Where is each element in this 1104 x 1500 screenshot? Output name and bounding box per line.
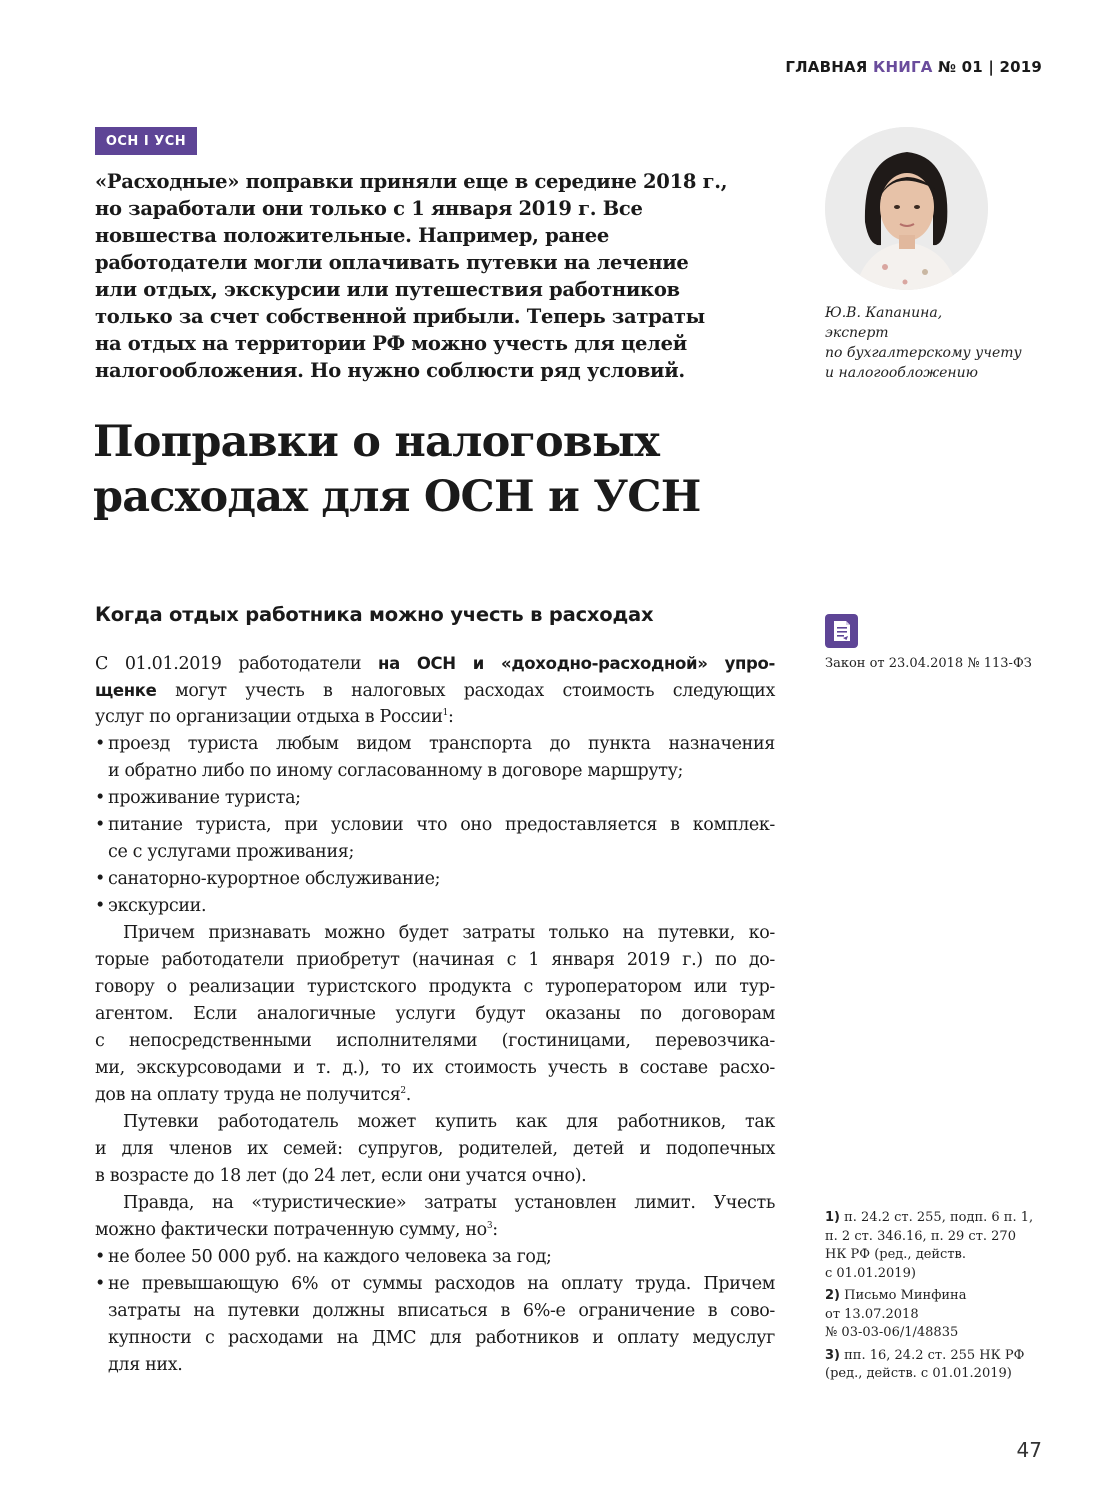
- masthead: [785, 58, 1042, 76]
- lead-line: работодатели могли оплачивать путевки на лечение: [95, 251, 689, 274]
- footnote-number: 2): [825, 1288, 840, 1303]
- body-line: говору о реализации туристского продукта с туроператором или тур-: [95, 977, 775, 997]
- lead-line: или отдых, экскурсии или путешествия работников: [95, 278, 680, 301]
- body-line: агентом. Если аналогичные услуги будут оказаны по договорам: [95, 1004, 775, 1024]
- body-line: Правда, на «туристические» затраты установлен лимит. Учесть: [123, 1193, 775, 1213]
- bullet-item: • экскурсии.: [95, 893, 775, 920]
- body-line: С 01.01.2019 работодатели на ОСН и «доходно-расходной» упро-: [95, 654, 775, 674]
- bullet-item: • санаторно-курортное обслуживание;: [95, 866, 775, 893]
- body-line: услуг по организации отдыха в России$^1$:: [95, 707, 454, 727]
- author-role-line: по бухгалтерскому учету: [825, 345, 1022, 361]
- author-caption: [825, 303, 1055, 383]
- bullet-item: • проезд туриста любым видом транспорта до пункта назначения: [95, 731, 775, 758]
- footnote-ref: 2: [400, 1086, 406, 1096]
- body-line: Причем признавать можно будет затраты только на путевки, ко-: [123, 923, 775, 943]
- issue-number: № 01 | 2019: [937, 58, 1042, 76]
- author-role-line: эксперт: [825, 325, 889, 341]
- magazine-name-part1: ГЛАВНАЯ: [785, 58, 868, 76]
- rubric-tag: ОСН I УСН: [95, 127, 197, 155]
- bullet-item: • не более 50 000 руб. на каждого человека за год;: [95, 1244, 775, 1271]
- body-line: с непосредственными исполнителями (гостиницами, перевозчика-: [95, 1031, 775, 1051]
- author-role-line: и налогообложению: [825, 365, 978, 381]
- lead-line: «Расходные» поправки приняли еще в середине 2018 г.,: [95, 170, 728, 193]
- bullet-continuation: и обратно либо по иному согласованному в договоре маршруту;: [108, 761, 684, 781]
- author-photo-illustration: [825, 127, 988, 290]
- body-line: можно фактически потраченную сумму, $но^3$:: [95, 1220, 498, 1240]
- footnote: 3) пп. 16, 24.2 ст. 255 НК РФ (ред., действ. с 01.01.2019): [825, 1347, 1025, 1381]
- lead-paragraph: [95, 168, 785, 384]
- law-reference: Закон от 23.04.2018 № 113-ФЗ: [825, 656, 1032, 671]
- bullet-item: • питание туриста, при условии что оно предоставляется в комплек-: [95, 812, 775, 839]
- footnote-number: 1): [825, 1210, 840, 1225]
- bullet-item: • проживание туриста;: [95, 785, 775, 812]
- footnote-ref: 3: [486, 1221, 493, 1231]
- body-line: в возрасте до 18 лет (до 24 лет, если они учатся очно).: [95, 1166, 587, 1186]
- title-line: Поправки о налоговых: [93, 417, 660, 467]
- page-number: 47: [1016, 1438, 1042, 1462]
- section-heading: Когда отдых работника можно учесть в расходах: [95, 603, 654, 626]
- footnote: 2) Письмо Минфина от 13.07.2018 № 03-03-06/1/48835: [825, 1288, 967, 1340]
- magazine-name-part2: КНИГА: [873, 58, 933, 76]
- article-body: [95, 650, 775, 1379]
- bold-phrase: щенке: [95, 681, 157, 700]
- bullet-item: • не превышающую 6% от суммы расходов на оплату труда. Причем: [95, 1271, 775, 1298]
- footnotes: [825, 1209, 1045, 1388]
- author-portrait: [825, 127, 988, 290]
- bullet-continuation: для них.: [108, 1355, 183, 1375]
- title-line: расходах для ОСН и УСН: [93, 472, 701, 522]
- body-line: и для членов их семей: супругов, родителей, детей и подопечных: [95, 1139, 775, 1159]
- author-name: Ю.В. Капанина,: [825, 305, 943, 321]
- lead-line: на отдых на территории РФ можно учесть для целей: [95, 332, 687, 355]
- lead-line: только за счет собственной прибыли. Теперь затраты: [95, 305, 705, 328]
- bold-phrase: на ОСН и «доходно-расходной» упро-: [378, 654, 775, 673]
- document-icon: [825, 614, 858, 648]
- footnote-number: 3): [825, 1347, 840, 1363]
- bullet-continuation: се с услугами проживания;: [108, 842, 354, 862]
- bullet-continuation: купности с расходами на ДМС для работников и оплату медуслуг: [108, 1328, 775, 1348]
- lead-line: но заработали они только с 1 января 2019 г. Все: [95, 197, 643, 220]
- body-line: торые работодатели приобретут (начиная с 1 января 2019 г.) по до-: [95, 950, 775, 970]
- footnote: 1) п. 24.2 ст. 255, подп. 6 п. 1, п. 2 ст. 346.16, п. 29 ст. 270 НК РФ (ред., действ. с 01.01.2019): [825, 1210, 1034, 1281]
- body-line: ми, экскурсоводами и т. д.), то их стоимость учесть в составе расхо-: [95, 1058, 775, 1078]
- body-line: щенке могут учесть в налоговых расходах стоимость следующих: [95, 681, 775, 701]
- lead-line: налогообложения. Но нужно соблюсти ряд условий.: [95, 359, 685, 382]
- body-line: дов на оплату труда не получится$^2$.: [95, 1085, 411, 1105]
- lead-line: новшества положительные. Например, ранее: [95, 224, 609, 247]
- article-title: [93, 415, 793, 525]
- footnote-ref: 1: [442, 708, 449, 718]
- bullet-continuation: затраты на путевки должны вписаться в 6%-е ограничение в сово-: [108, 1301, 775, 1321]
- body-line: Путевки работодатель может купить как для работников, так: [123, 1112, 775, 1132]
